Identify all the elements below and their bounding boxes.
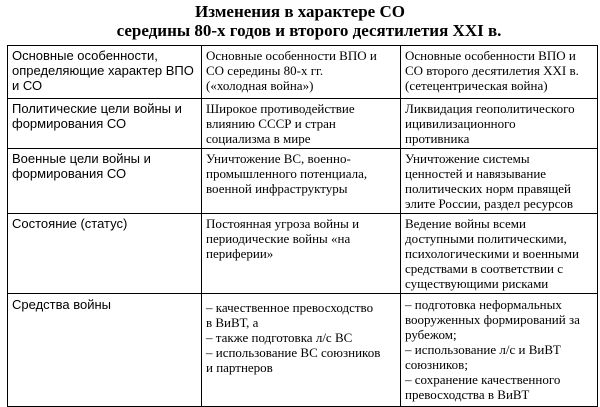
cell-line: в ВиВТ, а bbox=[206, 315, 259, 330]
cell-line: – использование ВС союзников bbox=[206, 345, 381, 360]
cell-line: ценностей и навязывание bbox=[405, 166, 547, 181]
cell-line: социализма в мире bbox=[206, 131, 311, 146]
21st-century-cell bbox=[401, 294, 598, 407]
header-21st-line: Основные особенности ВПО и bbox=[405, 48, 576, 63]
cell-line: противника bbox=[405, 131, 470, 146]
document-title bbox=[0, 2, 600, 40]
mid-80s-cell bbox=[202, 99, 401, 149]
header-mid-80s-line: СО середины 80-х гг. bbox=[206, 63, 324, 78]
mid-80s-cell bbox=[202, 149, 401, 214]
mid-80s-cell bbox=[202, 294, 401, 407]
cell-line: Постоянная угроза войны и bbox=[206, 216, 360, 231]
cell-line: политических норм правящей bbox=[405, 181, 571, 196]
title-line-2: середины 80-х годов и второго десятилетия XXI в. bbox=[116, 21, 502, 40]
table-row bbox=[8, 99, 598, 149]
cell-line: формирования СО bbox=[12, 116, 127, 131]
cell-line: формирования СО bbox=[12, 166, 127, 181]
cell-line: ицивилизационного bbox=[405, 116, 516, 131]
table-row bbox=[8, 294, 598, 407]
cell-line: Военные цели войны и bbox=[12, 151, 151, 166]
cell-line: Широкое противодействие bbox=[206, 101, 355, 116]
cell-line: Уничтожение ВС, военно- bbox=[206, 151, 351, 166]
cell-line: элите России, раздел ресурсов bbox=[405, 196, 574, 211]
header-cell-21st-century bbox=[401, 46, 598, 99]
cell-line: средствами в соответствии с bbox=[405, 261, 563, 276]
cell-line: Средства войны bbox=[12, 297, 111, 312]
header-features-line: определяющие характер ВПО bbox=[12, 63, 194, 78]
comparison-table bbox=[7, 45, 598, 407]
header-21st-line: (сетецентрическая война) bbox=[405, 78, 548, 93]
21st-century-cell bbox=[401, 214, 598, 294]
mid-80s-cell bbox=[202, 214, 401, 294]
cell-line: существующими рисками bbox=[405, 276, 549, 291]
header-features-line: Основные особенности, bbox=[12, 48, 158, 63]
cell-line: – качественное превосходство bbox=[206, 300, 374, 315]
cell-line: Уничтожение системы bbox=[405, 151, 530, 166]
cell-line: Политические цели войны и bbox=[12, 101, 182, 116]
row-label-cell bbox=[8, 214, 202, 294]
header-21st-line: СО второго десятилетия XXI в. bbox=[405, 63, 579, 78]
cell-line: психологическими и военными bbox=[405, 246, 579, 261]
cell-line: промышленного потенциала, bbox=[206, 166, 368, 181]
cell-line: военной инфраструктуры bbox=[206, 181, 348, 196]
cell-line: Ведение войны всеми bbox=[405, 216, 526, 231]
header-mid-80s-line: Основные особенности ВПО и bbox=[206, 48, 377, 63]
cell-line: периферии» bbox=[206, 246, 274, 261]
row-label-cell bbox=[8, 149, 202, 214]
header-mid-80s-line: («холодная война») bbox=[206, 78, 314, 93]
title-line-1: Изменения в характере СО bbox=[195, 2, 405, 21]
cell-line: – сохранение качественного bbox=[405, 372, 561, 387]
cell-line: Состояние (статус) bbox=[12, 216, 128, 231]
cell-line: и партнеров bbox=[206, 360, 273, 375]
header-features-line: и СО bbox=[12, 78, 43, 93]
header-cell-features bbox=[8, 46, 202, 99]
cell-line: союзников; bbox=[405, 357, 468, 372]
table-header-row bbox=[8, 46, 598, 99]
cell-line: – также подготовка л/с ВС bbox=[206, 330, 353, 345]
21st-century-cell bbox=[401, 149, 598, 214]
cell-line: – подготовка неформальных bbox=[405, 297, 562, 312]
cell-line: доступными политическими, bbox=[405, 231, 567, 246]
cell-line: превосходства в ВиВТ bbox=[405, 387, 530, 402]
row-label-cell bbox=[8, 294, 202, 407]
header-cell-mid-80s bbox=[202, 46, 401, 99]
cell-line: Ликвидация геополитического bbox=[405, 101, 575, 116]
21st-century-cell bbox=[401, 99, 598, 149]
table-row bbox=[8, 149, 598, 214]
cell-line: вооруженных формирований за bbox=[405, 312, 580, 327]
cell-line: влиянию СССР и стран bbox=[206, 116, 336, 131]
row-label-cell bbox=[8, 99, 202, 149]
cell-line: – использование л/с и ВиВТ bbox=[405, 342, 561, 357]
cell-line: периодические войны «на bbox=[206, 231, 351, 246]
cell-line: рубежом; bbox=[405, 327, 457, 342]
table-row bbox=[8, 214, 598, 294]
